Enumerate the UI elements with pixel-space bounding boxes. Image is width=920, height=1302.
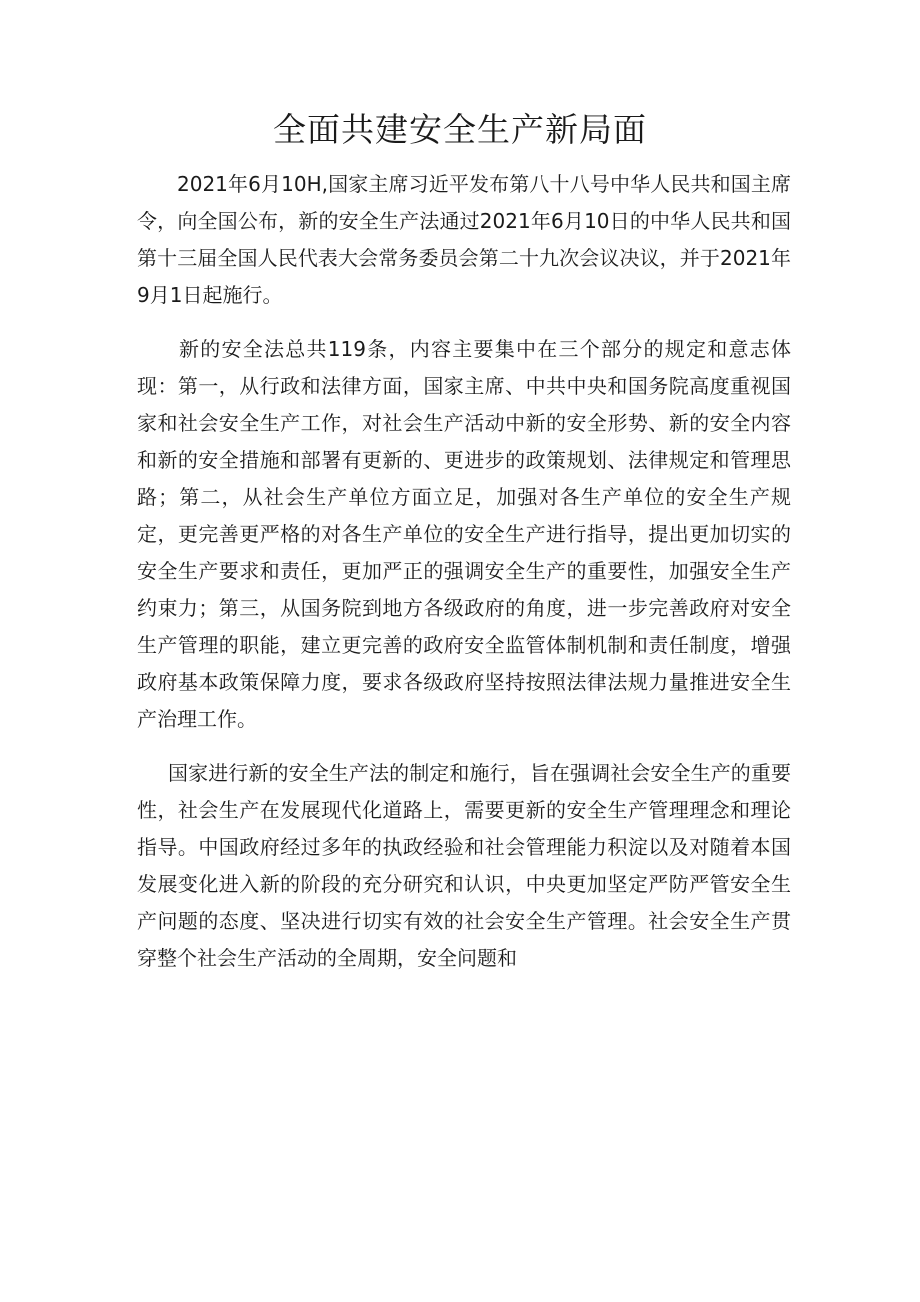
paragraph-2: 新的安全法总共119条，内容主要集中在三个部分的规定和意志体现：第一，从行政和法律方面，国家主席、中共中央和国务院高度重视国家和社会安全生产工作，对社会生产活动中新的安全形势、新的安全内容和新的安全措施和部署有更新的、更进步的政策规划、法律规定和管理思路；第二，从社会生产单位方面立足，加强对各生产单位的安全生产规定，更完善更严格的对各生产单位的安全生产进行指导，提出更加切实的安全生产要求和责任，更加严正的强调安全生产的重要性，加强安全生产约束力；第三，从国务院到地方各级政府的角度，进一步完善政府对安全生产管理的职能，建立更完善的政府安全监管体制机制和责任制度，增强政府基本政策保障力度，要求各级政府坚持按照法律法规力量推进安全生产治理工作。 <box>137 337 791 731</box>
paragraph-1: 2021年6月10H,国家主席习近平发布第八十八号中华人民共和国主席令，向全国公布，新的安全生产法通过2021年6月10日的中华人民共和国第十三届全国人民代表大会常务委员会第二十九次会议决议，并于2021年9月1日起施行。 <box>137 172 791 307</box>
paragraph-3: 国家进行新的安全生产法的制定和施行，旨在强调社会安全生产的重要性，社会生产在发展现代化道路上，需要更新的安全生产管理理念和理论指导。中国政府经过多年的执政经验和社会管理能力积淀以及对随着本国发展变化进入新的阶段的充分研究和认识，中央更加坚定严防严管安全生产问题的态度、坚决进行切实有效的社会安全生产管理。社会安全生产贯穿整个社会生产活动的全周期，安全问题和 <box>137 761 791 970</box>
document-title: 全面共建安全生产新局面 <box>273 110 647 149</box>
document-body <box>137 166 791 977</box>
